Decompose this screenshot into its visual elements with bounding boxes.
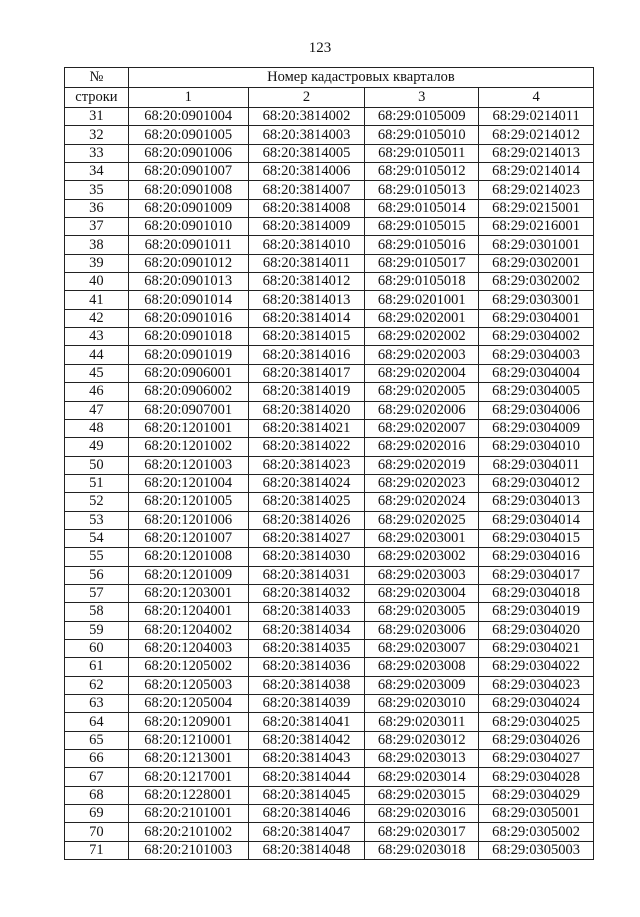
cadastral-number-cell: 68:20:3814048 <box>248 841 365 859</box>
cadastral-number-cell: 68:29:0203004 <box>365 584 479 602</box>
table-row <box>65 401 594 419</box>
cadastral-number-cell: 68:29:0304004 <box>479 364 594 382</box>
cadastral-number-cell: 68:29:0302001 <box>479 254 594 272</box>
row-number-cell: 57 <box>65 584 129 602</box>
cadastral-number-cell: 68:20:3814002 <box>248 108 365 126</box>
cadastral-number-cell: 68:29:0202001 <box>365 309 479 327</box>
row-number-cell: 44 <box>65 346 129 364</box>
cadastral-number-cell: 68:29:0216001 <box>479 218 594 236</box>
row-number-cell: 51 <box>65 474 129 492</box>
cadastral-number-cell: 68:29:0202024 <box>365 493 479 511</box>
cadastral-number-cell: 68:20:0901012 <box>128 254 248 272</box>
cadastral-number-cell: 68:20:3814021 <box>248 419 365 437</box>
cadastral-number-cell: 68:20:3814035 <box>248 639 365 657</box>
row-number-cell: 32 <box>65 126 129 144</box>
row-number-cell: 53 <box>65 511 129 529</box>
cadastral-number-cell: 68:20:1205003 <box>128 676 248 694</box>
table-row <box>65 566 594 584</box>
row-number-cell: 58 <box>65 603 129 621</box>
cadastral-number-cell: 68:20:1205002 <box>128 658 248 676</box>
cadastral-number-cell: 68:20:0906001 <box>128 364 248 382</box>
cadastral-quarters-group-header: Номер кадастровых кварталов <box>128 68 593 88</box>
cadastral-number-cell: 68:20:3814047 <box>248 823 365 841</box>
cadastral-number-cell: 68:20:1204001 <box>128 603 248 621</box>
cadastral-number-cell: 68:29:0105012 <box>365 163 479 181</box>
row-number-header-top: № <box>65 68 129 88</box>
row-number-cell: 45 <box>65 364 129 382</box>
cadastral-number-cell: 68:29:0202004 <box>365 364 479 382</box>
table-row <box>65 548 594 566</box>
row-number-cell: 62 <box>65 676 129 694</box>
cadastral-number-cell: 68:20:2101001 <box>128 805 248 823</box>
row-number-cell: 31 <box>65 108 129 126</box>
cadastral-number-cell: 68:20:1201004 <box>128 474 248 492</box>
row-number-cell: 66 <box>65 750 129 768</box>
cadastral-number-cell: 68:29:0304021 <box>479 639 594 657</box>
cadastral-number-cell: 68:20:3814023 <box>248 456 365 474</box>
cadastral-number-cell: 68:29:0304020 <box>479 621 594 639</box>
cadastral-number-cell: 68:29:0203003 <box>365 566 479 584</box>
row-number-cell: 42 <box>65 309 129 327</box>
cadastral-number-cell: 68:20:1201005 <box>128 493 248 511</box>
cadastral-number-cell: 68:29:0105018 <box>365 273 479 291</box>
cadastral-number-cell: 68:20:3814008 <box>248 199 365 217</box>
cadastral-number-cell: 68:29:0304025 <box>479 713 594 731</box>
cadastral-number-cell: 68:29:0105011 <box>365 144 479 162</box>
table-row <box>65 419 594 437</box>
cadastral-number-cell: 68:20:3814046 <box>248 805 365 823</box>
cadastral-number-cell: 68:29:0203009 <box>365 676 479 694</box>
cadastral-number-cell: 68:20:1201008 <box>128 548 248 566</box>
cadastral-number-cell: 68:29:0304024 <box>479 695 594 713</box>
cadastral-number-cell: 68:29:0202025 <box>365 511 479 529</box>
table-row <box>65 181 594 199</box>
cadastral-number-cell: 68:20:3814027 <box>248 529 365 547</box>
cadastral-number-cell: 68:29:0304027 <box>479 750 594 768</box>
cadastral-number-cell: 68:20:1204003 <box>128 639 248 657</box>
cadastral-number-cell: 68:29:0302002 <box>479 273 594 291</box>
row-number-cell: 71 <box>65 841 129 859</box>
table-row <box>65 291 594 309</box>
cadastral-number-cell: 68:29:0105009 <box>365 108 479 126</box>
row-number-cell: 61 <box>65 658 129 676</box>
column-header: 2 <box>248 88 365 108</box>
cadastral-number-cell: 68:20:3814010 <box>248 236 365 254</box>
row-number-cell: 65 <box>65 731 129 749</box>
cadastral-number-cell: 68:29:0304014 <box>479 511 594 529</box>
cadastral-number-cell: 68:29:0304013 <box>479 493 594 511</box>
cadastral-number-cell: 68:20:1204002 <box>128 621 248 639</box>
table-row <box>65 236 594 254</box>
cadastral-number-cell: 68:29:0304017 <box>479 566 594 584</box>
cadastral-number-cell: 68:20:0901010 <box>128 218 248 236</box>
row-number-cell: 46 <box>65 383 129 401</box>
cadastral-number-cell: 68:20:0901014 <box>128 291 248 309</box>
table-row <box>65 695 594 713</box>
row-number-cell: 60 <box>65 639 129 657</box>
table-row <box>65 603 594 621</box>
row-number-cell: 39 <box>65 254 129 272</box>
cadastral-number-cell: 68:20:0901004 <box>128 108 248 126</box>
table-row <box>65 786 594 804</box>
table-row <box>65 584 594 602</box>
cadastral-number-cell: 68:20:3814044 <box>248 768 365 786</box>
cadastral-number-cell: 68:29:0105014 <box>365 199 479 217</box>
table-row <box>65 364 594 382</box>
cadastral-number-cell: 68:20:3814026 <box>248 511 365 529</box>
cadastral-number-cell: 68:20:1209001 <box>128 713 248 731</box>
cadastral-number-cell: 68:29:0203005 <box>365 603 479 621</box>
cadastral-number-cell: 68:20:3814005 <box>248 144 365 162</box>
cadastral-number-cell: 68:29:0202006 <box>365 401 479 419</box>
table-row <box>65 309 594 327</box>
cadastral-number-cell: 68:20:0901006 <box>128 144 248 162</box>
cadastral-number-cell: 68:20:0901005 <box>128 126 248 144</box>
cadastral-quarters-table <box>64 67 594 860</box>
cadastral-number-cell: 68:20:3814012 <box>248 273 365 291</box>
table-row <box>65 768 594 786</box>
cadastral-number-cell: 68:20:3814031 <box>248 566 365 584</box>
cadastral-number-cell: 68:29:0202002 <box>365 328 479 346</box>
cadastral-number-cell: 68:29:0214012 <box>479 126 594 144</box>
cadastral-number-cell: 68:29:0203014 <box>365 768 479 786</box>
cadastral-number-cell: 68:20:3814024 <box>248 474 365 492</box>
cadastral-number-cell: 68:29:0304015 <box>479 529 594 547</box>
cadastral-number-cell: 68:20:3814036 <box>248 658 365 676</box>
cadastral-number-cell: 68:29:0202005 <box>365 383 479 401</box>
cadastral-number-cell: 68:20:3814022 <box>248 438 365 456</box>
table-row <box>65 328 594 346</box>
cadastral-number-cell: 68:20:0901016 <box>128 309 248 327</box>
cadastral-number-cell: 68:29:0203012 <box>365 731 479 749</box>
row-number-header-bottom: строки <box>65 88 129 108</box>
table-row <box>65 199 594 217</box>
table-row <box>65 750 594 768</box>
cadastral-number-cell: 68:29:0304005 <box>479 383 594 401</box>
cadastral-number-cell: 68:20:1201009 <box>128 566 248 584</box>
row-number-cell: 55 <box>65 548 129 566</box>
cadastral-number-cell: 68:29:0202016 <box>365 438 479 456</box>
cadastral-number-cell: 68:29:0304006 <box>479 401 594 419</box>
cadastral-number-cell: 68:20:0901018 <box>128 328 248 346</box>
cadastral-number-cell: 68:29:0304003 <box>479 346 594 364</box>
cadastral-number-cell: 68:20:1201003 <box>128 456 248 474</box>
cadastral-number-cell: 68:29:0203006 <box>365 621 479 639</box>
table-row <box>65 144 594 162</box>
row-number-cell: 70 <box>65 823 129 841</box>
cadastral-number-cell: 68:20:3814032 <box>248 584 365 602</box>
cadastral-number-cell: 68:29:0202007 <box>365 419 479 437</box>
cadastral-number-cell: 68:29:0301001 <box>479 236 594 254</box>
table-row <box>65 731 594 749</box>
cadastral-number-cell: 68:20:0901007 <box>128 163 248 181</box>
cadastral-number-cell: 68:20:3814041 <box>248 713 365 731</box>
cadastral-number-cell: 68:20:3814019 <box>248 383 365 401</box>
column-header: 4 <box>479 88 594 108</box>
cadastral-number-cell: 68:29:0105010 <box>365 126 479 144</box>
table-row <box>65 438 594 456</box>
cadastral-number-cell: 68:20:3814015 <box>248 328 365 346</box>
cadastral-number-cell: 68:29:0105017 <box>365 254 479 272</box>
table-row <box>65 456 594 474</box>
cadastral-number-cell: 68:20:1217001 <box>128 768 248 786</box>
table-row <box>65 108 594 126</box>
cadastral-number-cell: 68:29:0214011 <box>479 108 594 126</box>
cadastral-number-cell: 68:20:0901013 <box>128 273 248 291</box>
table-row <box>65 383 594 401</box>
cadastral-number-cell: 68:20:3814009 <box>248 218 365 236</box>
cadastral-number-cell: 68:29:0304029 <box>479 786 594 804</box>
cadastral-number-cell: 68:29:0203001 <box>365 529 479 547</box>
row-number-cell: 48 <box>65 419 129 437</box>
column-header: 3 <box>365 88 479 108</box>
cadastral-number-cell: 68:29:0304022 <box>479 658 594 676</box>
cadastral-number-cell: 68:29:0304016 <box>479 548 594 566</box>
cadastral-number-cell: 68:29:0203007 <box>365 639 479 657</box>
cadastral-number-cell: 68:20:0901008 <box>128 181 248 199</box>
cadastral-number-cell: 68:29:0304018 <box>479 584 594 602</box>
cadastral-number-cell: 68:20:3814006 <box>248 163 365 181</box>
cadastral-number-cell: 68:20:3814013 <box>248 291 365 309</box>
cadastral-number-cell: 68:29:0105015 <box>365 218 479 236</box>
cadastral-number-cell: 68:20:3814033 <box>248 603 365 621</box>
cadastral-number-cell: 68:29:0305003 <box>479 841 594 859</box>
cadastral-number-cell: 68:20:1210001 <box>128 731 248 749</box>
row-number-cell: 54 <box>65 529 129 547</box>
cadastral-number-cell: 68:29:0304026 <box>479 731 594 749</box>
cadastral-number-cell: 68:20:1205004 <box>128 695 248 713</box>
cadastral-number-cell: 68:20:3814039 <box>248 695 365 713</box>
cadastral-number-cell: 68:20:3814038 <box>248 676 365 694</box>
row-number-cell: 38 <box>65 236 129 254</box>
row-number-cell: 67 <box>65 768 129 786</box>
cadastral-number-cell: 68:20:1203001 <box>128 584 248 602</box>
cadastral-number-cell: 68:20:0901011 <box>128 236 248 254</box>
cadastral-number-cell: 68:29:0203016 <box>365 805 479 823</box>
cadastral-number-cell: 68:20:0901019 <box>128 346 248 364</box>
table-row <box>65 713 594 731</box>
cadastral-number-cell: 68:20:3814043 <box>248 750 365 768</box>
cadastral-number-cell: 68:29:0203013 <box>365 750 479 768</box>
cadastral-number-cell: 68:20:0907001 <box>128 401 248 419</box>
table-header <box>65 68 594 108</box>
table-row <box>65 676 594 694</box>
cadastral-number-cell: 68:29:0305002 <box>479 823 594 841</box>
cadastral-number-cell: 68:29:0203002 <box>365 548 479 566</box>
table-row <box>65 621 594 639</box>
table-body <box>65 108 594 860</box>
cadastral-number-cell: 68:20:3814025 <box>248 493 365 511</box>
cadastral-number-cell: 68:20:3814034 <box>248 621 365 639</box>
cadastral-number-cell: 68:20:2101003 <box>128 841 248 859</box>
table-row <box>65 163 594 181</box>
cadastral-number-cell: 68:20:1213001 <box>128 750 248 768</box>
table-row <box>65 841 594 859</box>
cadastral-number-cell: 68:20:3814042 <box>248 731 365 749</box>
row-number-cell: 63 <box>65 695 129 713</box>
table-row <box>65 805 594 823</box>
cadastral-number-cell: 68:29:0304019 <box>479 603 594 621</box>
cadastral-number-cell: 68:20:1228001 <box>128 786 248 804</box>
cadastral-number-cell: 68:29:0305001 <box>479 805 594 823</box>
table-row <box>65 823 594 841</box>
table-row <box>65 493 594 511</box>
table-row <box>65 218 594 236</box>
table-row <box>65 474 594 492</box>
cadastral-number-cell: 68:20:3814016 <box>248 346 365 364</box>
cadastral-number-cell: 68:29:0201001 <box>365 291 479 309</box>
cadastral-number-cell: 68:20:0901009 <box>128 199 248 217</box>
row-number-cell: 50 <box>65 456 129 474</box>
cadastral-number-cell: 68:29:0214014 <box>479 163 594 181</box>
table-row <box>65 658 594 676</box>
column-header: 1 <box>128 88 248 108</box>
cadastral-number-cell: 68:29:0202003 <box>365 346 479 364</box>
table-row <box>65 346 594 364</box>
row-number-cell: 47 <box>65 401 129 419</box>
table-row <box>65 529 594 547</box>
cadastral-number-cell: 68:29:0203015 <box>365 786 479 804</box>
row-number-cell: 33 <box>65 144 129 162</box>
row-number-cell: 56 <box>65 566 129 584</box>
cadastral-number-cell: 68:29:0202023 <box>365 474 479 492</box>
row-number-cell: 69 <box>65 805 129 823</box>
cadastral-number-cell: 68:29:0203017 <box>365 823 479 841</box>
cadastral-number-cell: 68:29:0303001 <box>479 291 594 309</box>
cadastral-number-cell: 68:20:1201002 <box>128 438 248 456</box>
cadastral-number-cell: 68:20:1201006 <box>128 511 248 529</box>
row-number-cell: 34 <box>65 163 129 181</box>
cadastral-number-cell: 68:20:3814003 <box>248 126 365 144</box>
cadastral-number-cell: 68:29:0203008 <box>365 658 479 676</box>
row-number-cell: 49 <box>65 438 129 456</box>
table-row <box>65 511 594 529</box>
row-number-cell: 52 <box>65 493 129 511</box>
table-row <box>65 126 594 144</box>
cadastral-number-cell: 68:20:3814017 <box>248 364 365 382</box>
cadastral-number-cell: 68:29:0304023 <box>479 676 594 694</box>
cadastral-number-cell: 68:29:0215001 <box>479 199 594 217</box>
row-number-cell: 41 <box>65 291 129 309</box>
row-number-cell: 59 <box>65 621 129 639</box>
cadastral-number-cell: 68:20:1201007 <box>128 529 248 547</box>
page-number: 123 <box>308 40 332 56</box>
cadastral-number-cell: 68:20:3814020 <box>248 401 365 419</box>
cadastral-number-cell: 68:20:0906002 <box>128 383 248 401</box>
table-row <box>65 254 594 272</box>
table-row <box>65 273 594 291</box>
cadastral-number-cell: 68:29:0203011 <box>365 713 479 731</box>
cadastral-number-cell: 68:29:0304009 <box>479 419 594 437</box>
row-number-cell: 68 <box>65 786 129 804</box>
row-number-cell: 37 <box>65 218 129 236</box>
cadastral-number-cell: 68:29:0304010 <box>479 438 594 456</box>
cadastral-number-cell: 68:20:3814014 <box>248 309 365 327</box>
cadastral-number-cell: 68:20:2101002 <box>128 823 248 841</box>
cadastral-number-cell: 68:29:0304001 <box>479 309 594 327</box>
cadastral-number-cell: 68:29:0202019 <box>365 456 479 474</box>
row-number-cell: 40 <box>65 273 129 291</box>
cadastral-number-cell: 68:29:0304012 <box>479 474 594 492</box>
cadastral-number-cell: 68:20:3814045 <box>248 786 365 804</box>
cadastral-number-cell: 68:29:0105013 <box>365 181 479 199</box>
cadastral-number-cell: 68:20:1201001 <box>128 419 248 437</box>
row-number-cell: 43 <box>65 328 129 346</box>
cadastral-number-cell: 68:29:0203018 <box>365 841 479 859</box>
cadastral-number-cell: 68:20:3814030 <box>248 548 365 566</box>
cadastral-number-cell: 68:29:0304011 <box>479 456 594 474</box>
cadastral-number-cell: 68:29:0203010 <box>365 695 479 713</box>
cadastral-number-cell: 68:29:0304028 <box>479 768 594 786</box>
cadastral-number-cell: 68:20:3814011 <box>248 254 365 272</box>
cadastral-number-cell: 68:20:3814007 <box>248 181 365 199</box>
row-number-cell: 36 <box>65 199 129 217</box>
table-row <box>65 639 594 657</box>
row-number-cell: 64 <box>65 713 129 731</box>
cadastral-number-cell: 68:29:0105016 <box>365 236 479 254</box>
row-number-cell: 35 <box>65 181 129 199</box>
cadastral-number-cell: 68:29:0214023 <box>479 181 594 199</box>
cadastral-number-cell: 68:29:0214013 <box>479 144 594 162</box>
cadastral-number-cell: 68:29:0304002 <box>479 328 594 346</box>
